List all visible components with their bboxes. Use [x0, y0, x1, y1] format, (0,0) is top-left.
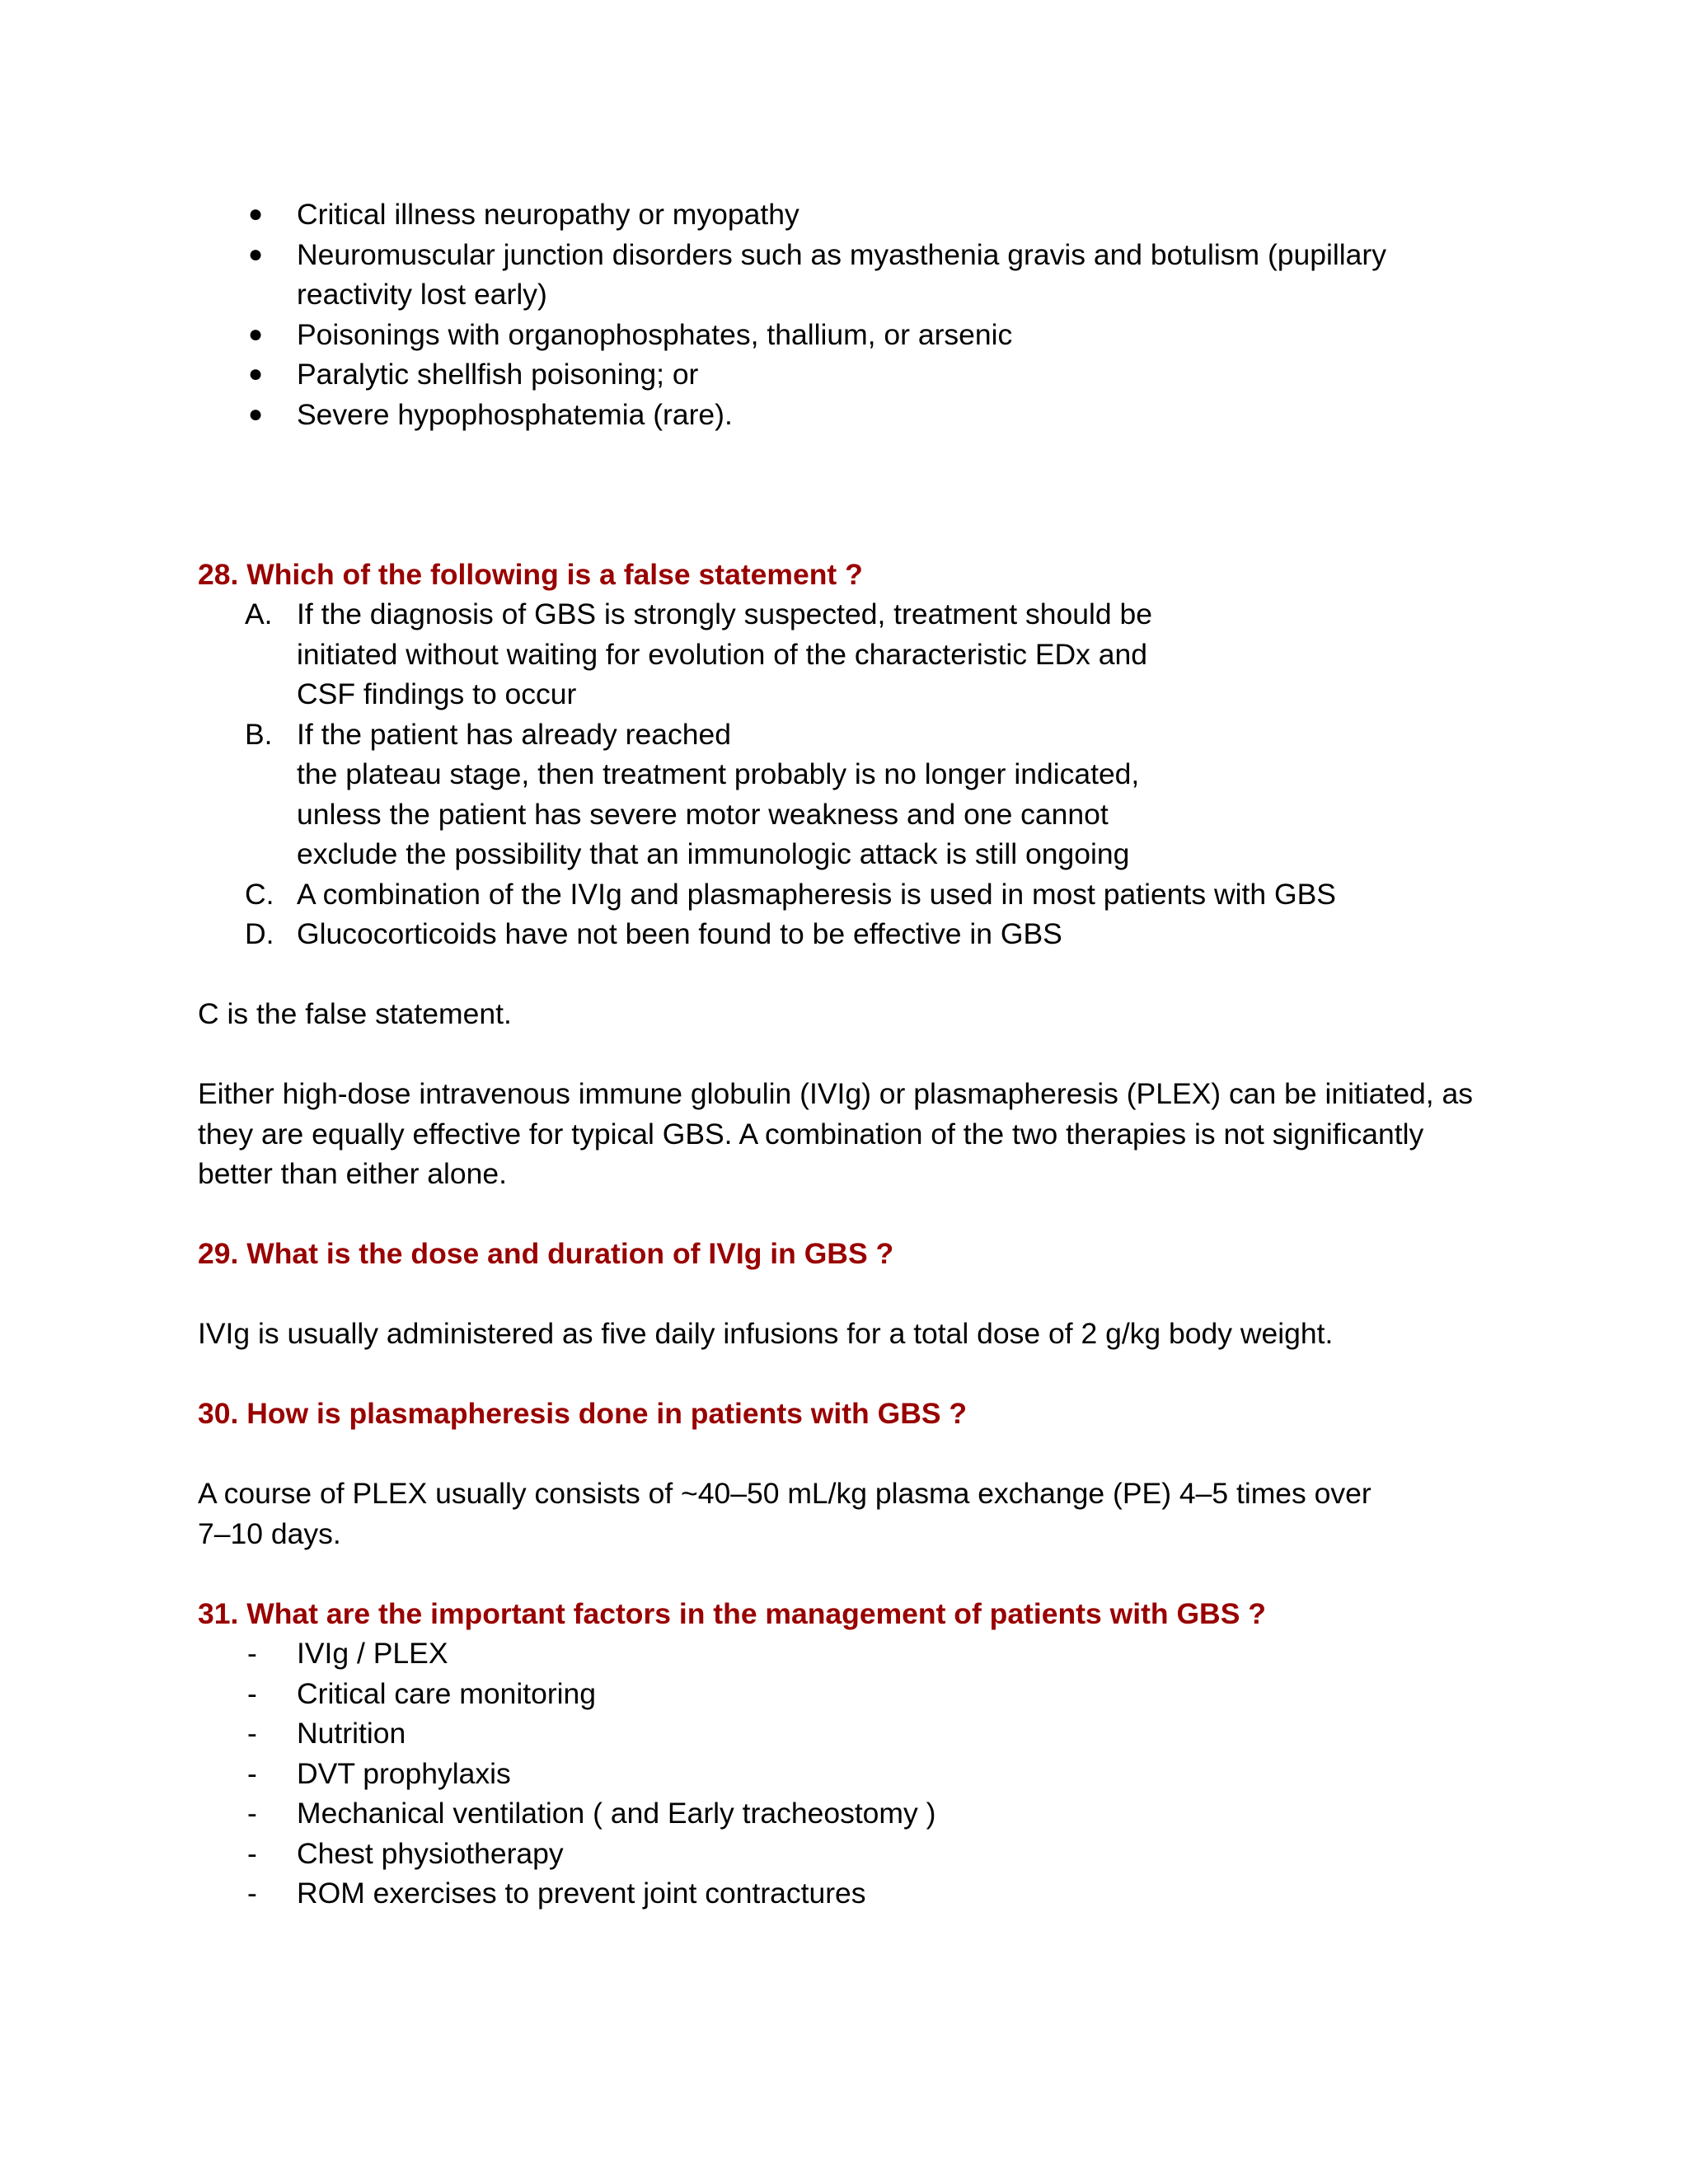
- option-d: D. Glucocorticoids have not been found to be effective in GBS: [245, 917, 1062, 950]
- list-item: - Chest physiotherapy: [198, 1834, 1517, 1874]
- dash-icon: -: [247, 1717, 257, 1750]
- intro-bullet-list: [198, 194, 1517, 434]
- option-a: A. If the diagnosis of GBS is strongly suspected, treatment should be initiated without waiting for evolution of the characteristic EDx and CSF findings to occur: [245, 598, 1152, 710]
- question-31-list: [198, 1633, 1517, 1914]
- bullet-icon: ●: [248, 400, 264, 428]
- list-item: - Critical care monitoring: [198, 1674, 1517, 1714]
- dash-icon: -: [247, 1676, 257, 1710]
- bullet-icon: ●: [248, 360, 264, 387]
- question-28-options: [198, 594, 1517, 954]
- bullet-icon: ●: [248, 240, 264, 268]
- question-29-heading: 29. What is the dose and duration of IVIg in GBS ?: [198, 1237, 894, 1270]
- list-item: ● Neuromuscular junction disorders such as myasthenia gravis and botulism (pupillary reactivity lost early): [198, 235, 1517, 315]
- dash-icon: -: [247, 1637, 257, 1670]
- list-item: ● Severe hypophosphatemia (rare).: [198, 395, 1517, 435]
- list-item: ● Poisonings with organophosphates, thallium, or arsenic: [198, 315, 1517, 355]
- dash-icon: -: [247, 1756, 257, 1790]
- page-content: [198, 194, 1517, 1914]
- list-item: ● Paralytic shellfish poisoning; or: [198, 354, 1517, 395]
- option-c: C. A combination of the IVIg and plasmapheresis is used in most patients with GBS: [245, 877, 1336, 911]
- question-28-heading: 28. Which of the following is a false statement ?: [198, 557, 863, 591]
- dash-icon: -: [247, 1797, 257, 1830]
- list-item: - IVIg / PLEX: [198, 1633, 1517, 1674]
- question-30-heading: 30. How is plasmapheresis done in patients with GBS ?: [198, 1397, 968, 1430]
- option-b: B. If the patient has already reached the plateau stage, then treatment probably is no longer indicated, unless the patient has severe motor weakness and one cannot exclude the possibility that an immunologic attack is still ongoing: [245, 717, 1140, 870]
- list-item: - ROM exercises to prevent joint contractures: [198, 1873, 1517, 1914]
- question-28-answer: C is the false statement.: [198, 997, 512, 1030]
- dash-icon: -: [247, 1836, 257, 1870]
- question-29-answer: IVIg is usually administered as five daily infusions for a total dose of 2 g/kg body weight.: [198, 1317, 1334, 1350]
- bullet-icon: ●: [248, 200, 264, 227]
- list-item: ● Critical illness neuropathy or myopathy: [198, 194, 1517, 235]
- bullet-icon: ●: [248, 320, 264, 348]
- list-item: - DVT prophylaxis: [198, 1754, 1517, 1794]
- dash-icon: -: [247, 1877, 257, 1910]
- question-28-explanation: Either high-dose intravenous immune globulin (IVIg) or plasmapheresis (PLEX) can be initiated, as they are equally effective for typical GBS. A combination of the two therapies is not significantly better than either alone.: [198, 1077, 1474, 1190]
- list-item: - Mechanical ventilation ( and Early tracheostomy ): [198, 1793, 1517, 1834]
- question-31-heading: 31. What are the important factors in the management of patients with GBS ?: [198, 1596, 1266, 1630]
- question-30-answer: A course of PLEX usually consists of ~40–50 mL/kg plasma exchange (PE) 4–5 times over 7–10 days.: [198, 1477, 1372, 1550]
- list-item: - Nutrition: [198, 1713, 1517, 1754]
